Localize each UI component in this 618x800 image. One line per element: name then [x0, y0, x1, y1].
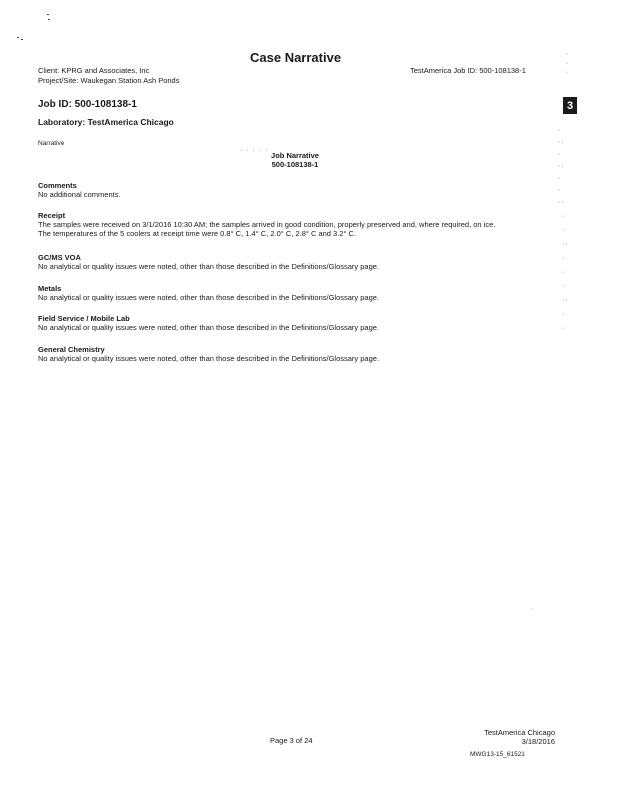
section-field-service: [38, 314, 379, 332]
section-line: No analytical or quality issues were noted, other than those described in the Definitions/Glossary page.: [38, 323, 380, 332]
narrative-heading-job: 500-108138-1: [271, 160, 319, 169]
section-comments: [38, 181, 121, 199]
section-tab: 3: [563, 97, 577, 114]
client-line: Client: KPRG and Associates, Inc: [38, 66, 150, 75]
section-line: The samples were received on 3/1/2016 10:30 AM; the samples arrived in good condition, properly preserved and, where required, on ice.: [38, 220, 496, 229]
scan-speck: [17, 37, 19, 38]
section-heading: Metals: [38, 284, 62, 293]
narrative-label: Narrative: [38, 140, 65, 147]
section-line: No analytical or quality issues were noted, other than those described in the Definitions/Glossary page.: [38, 262, 380, 271]
page-number: Page 3 of 24: [270, 736, 313, 745]
scan-speck: [21, 39, 23, 40]
footer-lab-name: TestAmerica Chicago: [484, 728, 555, 737]
section-heading: General Chemistry: [38, 345, 105, 354]
section-gcms-voa: [38, 253, 379, 271]
footer-lab: [465, 728, 555, 746]
margin-marks: ·: [530, 606, 534, 613]
section-line: No analytical or quality issues were noted, other than those described in the Definitions/Glossary page.: [38, 293, 380, 302]
section-heading: Receipt: [38, 211, 66, 220]
margin-marks: · · ·: [566, 51, 570, 76]
section-heading: Field Service / Mobile Lab: [38, 314, 130, 323]
scan-speck: [48, 19, 50, 20]
margin-marks: · · · · ·: [240, 147, 269, 154]
section-heading: GC/MS VOA: [38, 253, 81, 262]
footer-date: 3/18/2016: [521, 737, 555, 746]
project-site-line: Project/Site: Waukegan Station Ash Ponds: [38, 76, 180, 85]
section-line: No analytical or quality issues were noted, other than those described in the Definitions/Glossary page.: [38, 354, 380, 363]
page-title: Case Narrative: [250, 50, 342, 65]
section-general-chemistry: [38, 345, 379, 363]
section-line: No additional comments.: [38, 190, 121, 199]
section-line: The temperatures of the 5 coolers at receipt time were 0.8° C, 1.4° C, 2.0° C, 2.8° C and 3.2° C.: [38, 229, 357, 238]
margin-marks: · · ·· · · · ·· · ·: [562, 213, 569, 332]
laboratory: Laboratory: TestAmerica Chicago: [38, 117, 174, 127]
section-heading: Comments: [38, 181, 77, 190]
job-id: Job ID: 500-108138-1: [38, 99, 137, 110]
job-reference: TestAmerica Job ID: 500-108138-1: [410, 66, 526, 75]
scan-speck: [47, 14, 49, 15]
section-receipt: [38, 211, 548, 238]
margin-marks: · ·· · ·· · · ··: [558, 127, 565, 206]
document-code: MWG13-15_61521: [470, 751, 525, 758]
narrative-heading-title: Job Narrative: [271, 151, 319, 160]
section-metals: [38, 284, 379, 302]
